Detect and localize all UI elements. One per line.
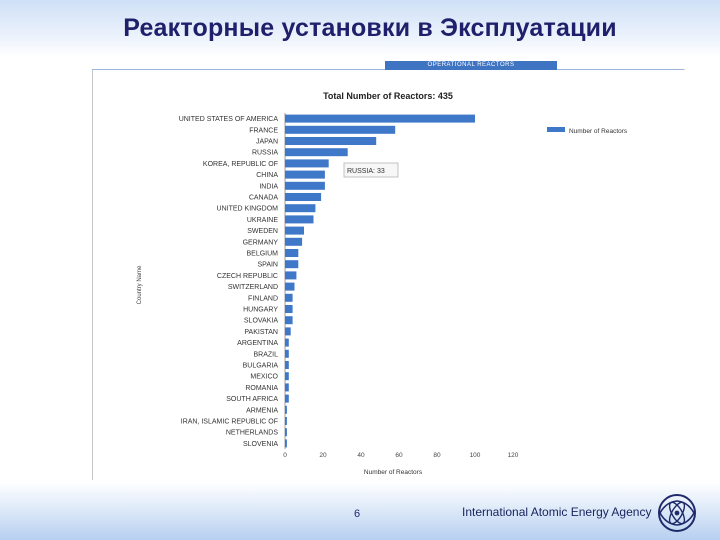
- category-label: CHINA: [256, 172, 278, 180]
- bar[interactable]: [285, 271, 296, 279]
- category-labels: [179, 116, 279, 448]
- bar[interactable]: [285, 439, 287, 447]
- category-label: CANADA: [248, 194, 278, 202]
- category-label: SLOVAKIA: [243, 317, 278, 325]
- bar[interactable]: [285, 193, 321, 201]
- x-tick-label: 0: [283, 452, 287, 459]
- bar[interactable]: [285, 126, 395, 134]
- category-label: SWITZERLAND: [227, 284, 278, 292]
- category-label: PAKISTAN: [244, 328, 278, 336]
- category-label: JAPAN: [255, 138, 278, 146]
- category-label: INDIA: [259, 183, 278, 191]
- bar[interactable]: [285, 260, 298, 268]
- bar[interactable]: [285, 249, 298, 257]
- x-tick-label: 40: [357, 452, 365, 459]
- bar[interactable]: [285, 171, 325, 179]
- category-label: BRAZIL: [253, 351, 278, 359]
- bar[interactable]: [285, 204, 315, 212]
- category-label: ARMENIA: [246, 407, 278, 415]
- bar[interactable]: [285, 305, 293, 313]
- category-label: UKRAINE: [246, 216, 278, 224]
- bar[interactable]: [285, 350, 289, 358]
- bar[interactable]: [285, 383, 289, 391]
- chart-title: Total Number of Reactors: 435: [323, 91, 453, 101]
- bar[interactable]: [285, 115, 475, 123]
- bar[interactable]: [285, 361, 289, 369]
- category-label: UNITED KINGDOM: [216, 205, 278, 213]
- bar[interactable]: [285, 137, 376, 145]
- bar[interactable]: [285, 406, 287, 414]
- slide-title: Реакторные установки в Эксплуатации: [123, 14, 617, 42]
- x-ticks: [283, 452, 519, 459]
- bar[interactable]: [285, 395, 289, 403]
- bar[interactable]: [285, 182, 325, 190]
- category-label: SWEDEN: [247, 228, 278, 236]
- bar[interactable]: [285, 428, 287, 436]
- legend-label: Number of Reactors: [569, 128, 628, 135]
- x-tick-label: 20: [319, 452, 327, 459]
- category-label: FINLAND: [248, 295, 278, 303]
- tooltip-text: RUSSIA: 33: [347, 168, 385, 175]
- category-label: FRANCE: [249, 127, 278, 135]
- category-label: RUSSIA: [251, 149, 278, 157]
- bar[interactable]: [285, 339, 289, 347]
- category-label: ROMANIA: [245, 384, 278, 392]
- category-label: GERMANY: [242, 239, 278, 247]
- bar[interactable]: [285, 159, 329, 167]
- category-label: NETHERLANDS: [225, 429, 278, 437]
- category-label: SLOVENIA: [242, 440, 278, 448]
- category-label: UNITED STATES OF AMERICA: [178, 116, 278, 124]
- bar[interactable]: [285, 294, 293, 302]
- bar[interactable]: [285, 215, 314, 223]
- legend-swatch: [547, 127, 565, 132]
- page-number: 6: [354, 508, 361, 520]
- category-label: IRAN, ISLAMIC REPUBLIC OF: [180, 418, 278, 426]
- category-label: HUNGARY: [243, 306, 278, 314]
- bar[interactable]: [285, 283, 295, 291]
- category-label: SOUTH AFRICA: [226, 396, 278, 404]
- x-tick-label: 60: [395, 452, 403, 459]
- bar[interactable]: [285, 227, 304, 235]
- bar[interactable]: [285, 417, 287, 425]
- category-label: BULGARIA: [242, 362, 278, 370]
- iaea-logo-icon: [656, 492, 698, 534]
- category-label: CZECH REPUBLIC: [216, 272, 278, 280]
- tooltip: [344, 163, 398, 177]
- bar[interactable]: [285, 148, 348, 156]
- y-axis-label: Country Name: [137, 265, 143, 305]
- bar[interactable]: [285, 372, 289, 380]
- panel-header: OPERATIONAL REACTORS: [385, 61, 557, 70]
- bar[interactable]: [285, 327, 291, 335]
- bar[interactable]: [285, 238, 302, 246]
- category-label: ARGENTINA: [237, 340, 278, 348]
- category-label: BELGIUM: [246, 250, 278, 258]
- x-tick-label: 100: [469, 452, 481, 459]
- category-label: KOREA, REPUBLIC OF: [202, 160, 278, 168]
- x-axis-label: Number of Reactors: [363, 469, 423, 476]
- category-label: SPAIN: [257, 261, 278, 269]
- x-tick-label: 120: [507, 452, 519, 459]
- category-label: MEXICO: [250, 373, 278, 381]
- agency-name: International Atomic Energy Agency: [462, 505, 652, 519]
- x-tick-label: 80: [433, 452, 441, 459]
- bar[interactable]: [285, 316, 293, 324]
